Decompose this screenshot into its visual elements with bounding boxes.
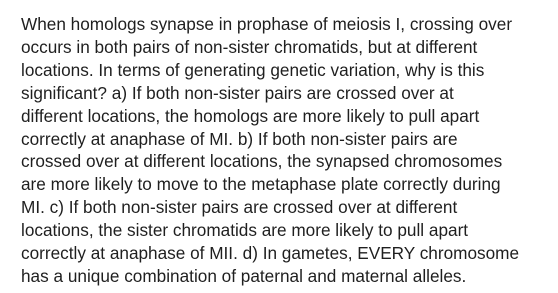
question-line: are more likely to move to the metaphase plate correctly during [21, 174, 501, 195]
question-line: crossed over at different locations, the synapsed chromosomes [21, 151, 503, 172]
question-line: different locations, the homologs are more likely to pull apart [21, 105, 480, 126]
question-line: has a unique combination of paternal and maternal alleles. [21, 265, 467, 286]
question-text [21, 13, 541, 288]
question-line: locations. In terms of generating genetic variation, why is this [21, 59, 485, 80]
question-line: When homologs synapse in prophase of meiosis I, crossing over [21, 14, 513, 34]
question-line: correctly at anaphase of MII. d) In gametes, EVERY chromosome [21, 243, 520, 264]
question-line: correctly at anaphase of MI. b) If both non-sister pairs are [21, 128, 458, 149]
question-line: occurs in both pairs of non-sister chromatids, but at different [21, 36, 478, 57]
question-line: locations, the sister chromatids are more likely to pull apart [21, 220, 469, 241]
question-line: significant? a) If both non-sister pairs are crossed over at [21, 82, 454, 103]
question-line: MI. c) If both non-sister pairs are crossed over at different [21, 197, 458, 218]
